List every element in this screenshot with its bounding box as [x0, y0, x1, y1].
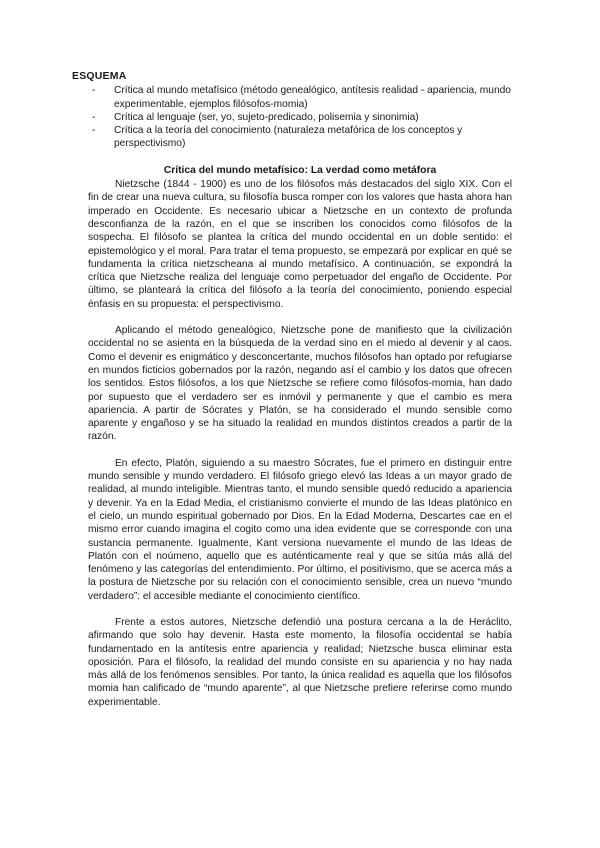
outline-list	[88, 84, 512, 150]
outline-heading: ESQUEMA	[72, 70, 127, 82]
section-title: Crítica del mundo metafísico: La verdad como metáfora	[163, 164, 437, 176]
body-paragraph: Aplicando el método genealógico, Nietzsche pone de manifiesto que la civilización occidental no se asienta en la búsqueda de la verdad sino en el miedo al devenir y al caos. Como el devenir es enigmático y desconcertante, muchos filósofos han optado por refugiarse en mundos ficticios gobernados por la razón, negando así el cambio y los datos que ofrecen los sentidos. Estos filósofos, a los que Nietzsche se refiere como filósofos-momia, han dado por supuesto que el verdadero ser es inmóvil y permanente y que el cambio es mera apariencia. A partir de Sócrates y Platón, se ha considerado el mundo sensible como aparente y engañoso y se ha situado la realidad en mundos distintos creados a partir de la razón.	[88, 325, 512, 443]
outline-item: - Crítica al lenguaje (ser, yo, sujeto-predicado, polisemia y sinonimia)	[92, 111, 512, 124]
body-paragraph: Frente a estos autores, Nietzsche defendió una postura cercana a la de Heráclito, afirmando que solo hay devenir. Hasta este momento, la filosofía occidental se había fundamentado en la antítesis entre apariencia y realidad; Nietzsche busca eliminar esta oposición. Para el filósofo, la realidad del mundo consiste en su apariencia y no hay nada más allá de los fenómenos sensibles. Por tanto, la única realidad es aquella que los filósofos momia han calificado de “mundo aparente”, al que Nietzsche prefiere referirse como mundo experimentable.	[88, 616, 512, 708]
outline-item: - Crítica a la teoría del conocimiento (naturaleza metafórica de los conceptos y perspectivismo)	[92, 124, 512, 151]
body-paragraph: En efecto, Platón, siguiendo a su maestro Sócrates, fue el primero en distinguir entre mundo sensible y mundo verdadero. El filósofo griego elevó las Ideas a un mayor grado de realidad, al mundo inteligible. Mientras tanto, el mundo sensible quedó reducido a apariencia y devenir. Ya en la Edad Media, el cristianismo convierte el mundo de las Ideas platónico en el cielo, un mundo espiritual gobernado por Dios. En la Edad Moderna, Descartes cae en el mismo error cuando imagina el cogito como una idea evidente que se corresponde con una sustancia permanente. Igualmente, Kant versiona nuevamente el mundo de las Ideas de Platón con el noúmeno, aquello que es auténticamente real y que se sitúa más allá del fenómeno y las categorías del entendimiento. Por último, el positivismo, que se acerca más a la postura de Nietzsche por su relación con el conocimiento sensible, crea un nuevo “mundo verdadero”: el accesible mediante el conocimiento científico.	[88, 457, 512, 602]
body-paragraph: Nietzsche (1844 - 1900) es uno de los filósofos más destacados del siglo XIX. Con el fin de crear una nueva cultura, su filosofía busca romper con los valores que hasta ahora han imperado en Occidente. Es necesario ubicar a Nietzsche en un contexto de profunda desconfianza de la razón, en el que se inscriben los conocidos como filósofos de la sospecha. El filósofo se plantea la crítica del mundo occidental en un doble sentido: el epistemológico y el moral. Para tratar el tema propuesto, se empezará por explicar en qué se fundamenta la crítica nietzscheana al mundo metafísico. A continuación, se expondrá la crítica que Nietzsche realiza del lenguaje como perpetuador del engaño de Occidente. Por último, se planteará la crítica del filósofo a la teoría del conocimiento, poniendo especial énfasis en su propuesta: el perspectivismo.	[88, 179, 512, 310]
outline-item: - Crítica al mundo metafísico (método genealógico, antítesis realidad - apariencia, mundo experimentable, ejemplos filósofos-momia)	[92, 84, 512, 111]
